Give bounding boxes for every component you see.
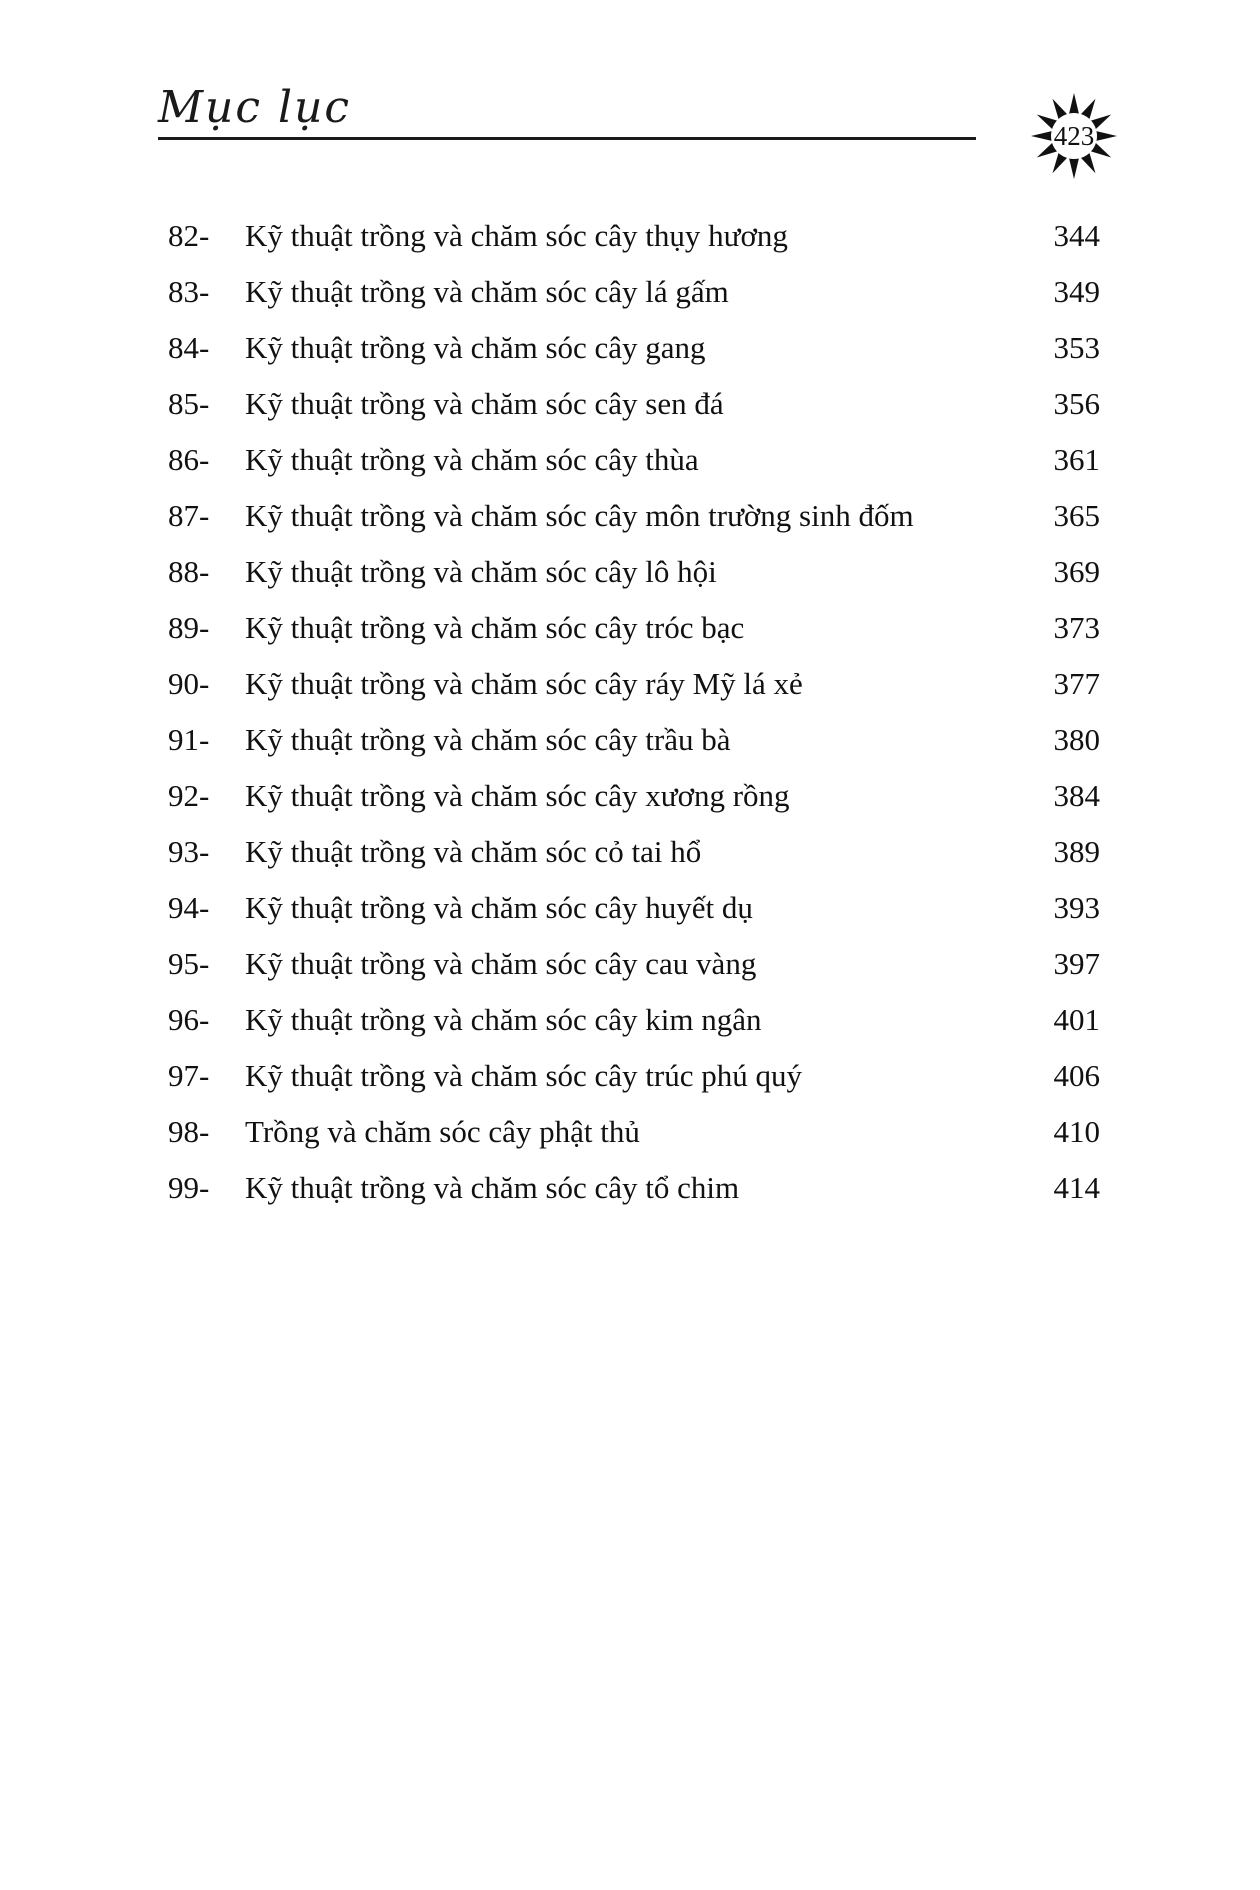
toc-entry-number: 89- [168, 610, 210, 645]
toc-entry [168, 320, 1100, 376]
toc-entry-title: Kỹ thuật trồng và chăm sóc cây kim ngân [245, 1002, 762, 1037]
toc-entry-number: 93- [168, 834, 210, 869]
toc-entry-page: 361 [1053, 442, 1100, 477]
toc-entry [168, 1104, 1100, 1160]
toc-entry [168, 824, 1100, 880]
toc-entry-title: Kỹ thuật trồng và chăm sóc cỏ tai hổ [245, 834, 702, 869]
toc-entry-title: Kỹ thuật trồng và chăm sóc cây trúc phú quý [245, 1058, 802, 1093]
toc-entry-title: Kỹ thuật trồng và chăm sóc cây cau vàng [245, 946, 757, 981]
toc-entry-page: 377 [1053, 666, 1100, 701]
toc-entry-title: Kỹ thuật trồng và chăm sóc cây thụy hương [245, 218, 788, 253]
toc-entry-page: 401 [1053, 1002, 1100, 1037]
page-number: 423 [1053, 121, 1095, 151]
toc-entry-title: Kỹ thuật trồng và chăm sóc cây lô hội [245, 554, 717, 589]
table-of-contents [168, 208, 1100, 1216]
toc-entry-title: Kỹ thuật trồng và chăm sóc cây thùa [245, 442, 699, 477]
toc-entry [168, 432, 1100, 488]
toc-entry [168, 264, 1100, 320]
toc-entry-page: 349 [1053, 274, 1100, 309]
toc-entry-title: Kỹ thuật trồng và chăm sóc cây lá gấm [245, 274, 729, 309]
toc-entry-page: 356 [1053, 386, 1100, 421]
toc-entry [168, 376, 1100, 432]
toc-entry [168, 208, 1100, 264]
toc-entry-number: 87- [168, 498, 210, 533]
toc-entry-title: Kỹ thuật trồng và chăm sóc cây tróc bạc [245, 610, 745, 645]
header-rule [158, 137, 976, 140]
toc-entry-page: 397 [1053, 946, 1100, 981]
toc-entry-page: 353 [1053, 330, 1100, 365]
running-title: Mục lục [158, 82, 352, 133]
toc-entry-page: 406 [1053, 1058, 1100, 1093]
toc-entry-title: Kỹ thuật trồng và chăm sóc cây tổ chim [245, 1170, 740, 1205]
toc-entry-title: Kỹ thuật trồng và chăm sóc cây gang [245, 330, 706, 365]
toc-entry [168, 656, 1100, 712]
toc-entry-page: 410 [1053, 1114, 1100, 1149]
toc-entry-number: 91- [168, 722, 210, 757]
toc-entry-number: 90- [168, 666, 210, 701]
toc-entry-number: 95- [168, 946, 210, 981]
toc-entry [168, 1160, 1100, 1216]
toc-entry-number: 92- [168, 778, 210, 813]
toc-entry-page: 344 [1053, 218, 1100, 253]
toc-entry [168, 544, 1100, 600]
page-header [0, 0, 1260, 200]
toc-entry-page: 380 [1053, 722, 1100, 757]
toc-entry [168, 992, 1100, 1048]
toc-entry-number: 84- [168, 330, 210, 365]
toc-entry-page: 393 [1053, 890, 1100, 925]
toc-entry [168, 936, 1100, 992]
toc-entry-number: 99- [168, 1170, 210, 1205]
toc-entry [168, 600, 1100, 656]
toc-entry-number: 82- [168, 218, 210, 253]
toc-entry-title: Kỹ thuật trồng và chăm sóc cây huyết dụ [245, 890, 753, 925]
page-number-badge [1030, 92, 1118, 180]
toc-entry-page: 373 [1053, 610, 1100, 645]
toc-entry-number: 83- [168, 274, 210, 309]
toc-entry-page: 365 [1053, 498, 1100, 533]
toc-entry-number: 85- [168, 386, 210, 421]
toc-entry-page: 369 [1053, 554, 1100, 589]
toc-entry-title: Kỹ thuật trồng và chăm sóc cây môn trường sinh đốm [245, 498, 914, 533]
toc-entry [168, 768, 1100, 824]
toc-entry-number: 96- [168, 1002, 210, 1037]
toc-entry-title: Trồng và chăm sóc cây phật thủ [245, 1114, 640, 1149]
toc-entry-title: Kỹ thuật trồng và chăm sóc cây xương rồng [245, 778, 790, 813]
toc-entry-page: 384 [1053, 778, 1100, 813]
toc-entry [168, 488, 1100, 544]
toc-entry-number: 86- [168, 442, 210, 477]
toc-entry-title: Kỹ thuật trồng và chăm sóc cây trầu bà [245, 722, 731, 757]
toc-entry-title: Kỹ thuật trồng và chăm sóc cây ráy Mỹ lá xẻ [245, 666, 803, 701]
toc-entry-number: 98- [168, 1114, 210, 1149]
toc-entry-number: 88- [168, 554, 210, 589]
toc-entry [168, 712, 1100, 768]
toc-entry-title: Kỹ thuật trồng và chăm sóc cây sen đá [245, 386, 724, 421]
toc-entry-page: 414 [1053, 1170, 1100, 1205]
toc-entry-number: 94- [168, 890, 210, 925]
toc-entry [168, 880, 1100, 936]
toc-entry [168, 1048, 1100, 1104]
toc-entry-page: 389 [1053, 834, 1100, 869]
toc-entry-number: 97- [168, 1058, 210, 1093]
